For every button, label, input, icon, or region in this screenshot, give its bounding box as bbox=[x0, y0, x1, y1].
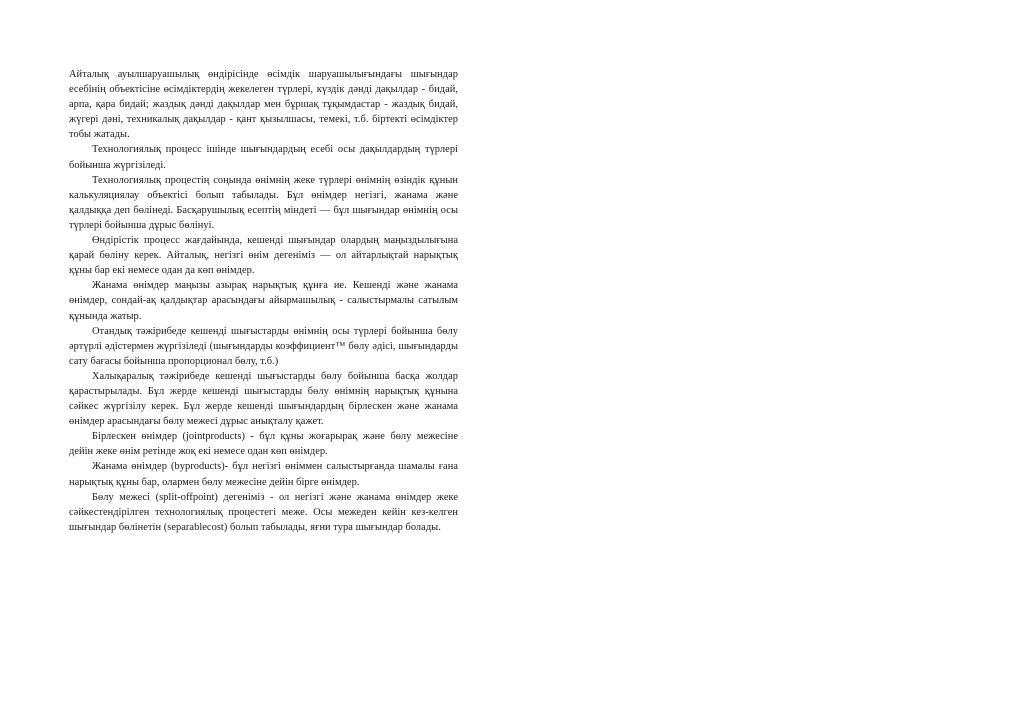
paragraph-3: Технологиялық процестің соңында өнімнің жеке түрлері өнімнің өзіндік құнын калькуляциялау объектісі болып табылады. Бұл өнімдер негізгі, жанама және қалдыққа деп бөлінеді. Басқарушылық есептің міндеті — бұл шығындар өнімнің осы түрлері бойынша дұрыс бөлінуі. bbox=[69, 174, 458, 231]
paragraph-7: Халықаралық тәжірибеде кешенді шығыстарды бөлу бойынша басқа жолдар қарастырылады. Бұл жерде кешенді шығыстарды бөлу өнімнің нарықтық құнына сәйкес жүргізілу керек. Бұл жерде кешенді шығындардың бірлескен және жанама өнімдер арасындағы бөлу межесі дұрыс анықталу қажет. bbox=[69, 370, 458, 428]
paragraph-2: Технологиялық процесс ішінде шығындардың есебі осы дақылдардың түрлері бойынша жүргізіледі. bbox=[69, 144, 458, 171]
paragraph-9: Жанама өнімдер (byproducts)- бұл негізгі өніммен салыстырғанда шамалы ғана нарықтық құны бар, олармен бөлу межесіне дейін бірге өнімдер. bbox=[69, 461, 458, 488]
paragraph-6: Отандық тәжірибеде кешенді шығыстарды өнімнің осы түрлері бойынша бөлу әртүрлі әдістермен жүргізіледі (шығындарды коэффициент™ бөлу әдісі, шығындарды сату бағасы бойынша пропорционал бөлу, т.б.) bbox=[69, 325, 458, 367]
paragraph-4: Өндірістік процесс жағдайында, кешенді шығындар олардың маңыздылығына қарай бөліну керек. Айталық, негізгі өнім дегеніміз — ол айтарлықтай нарықтық құны бар екі немесе одан да көп өнімдер. bbox=[69, 235, 458, 277]
paragraph-10: Бөлу межесі (split-offpoint) дегеніміз - ол негізгі және жанама өнімдер жеке сәйкестендірілген технологиялық процестегі меже. Осы межеден кейін кез-келген шығындар бөлінетін (separablecost) болып табылады, яғни тура шығындар болады. bbox=[69, 491, 458, 533]
paragraph-5: Жанама өнімдер маңызы азырақ нарықтық құнға ие. Кешенді және жанама өнімдер, сондай-ақ қалдықтар арасындағы айырмашылық - салыстырмалы сатылым құнында жатыр. bbox=[69, 280, 458, 322]
paragraph-1: Айталық ауылшаруашылық өндірісінде өсімдік шаруашылығындағы шығындар есебінің объектісіне өсімдіктердің жекелеген түрлері, күздік дәнді дақылдар - бидай, арпа, қара бидай; жаздық дәнді дақылдар мен бұршақ тұқымдастар - жаздық бидай, жүгері дәні, техникалық дақылдар - қант қызылшасы, темекі, т.б. біртекті өсімдіктер тобы жатады. bbox=[69, 69, 458, 141]
paragraph-8: Бірлескен өнімдер (jointproducts) - бұл құны жоғарырақ және бөлу межесіне дейін жеке өнім ретінде жоқ екі немесе одан көп өнімдер. bbox=[69, 431, 458, 458]
document-text-column bbox=[69, 67, 458, 535]
